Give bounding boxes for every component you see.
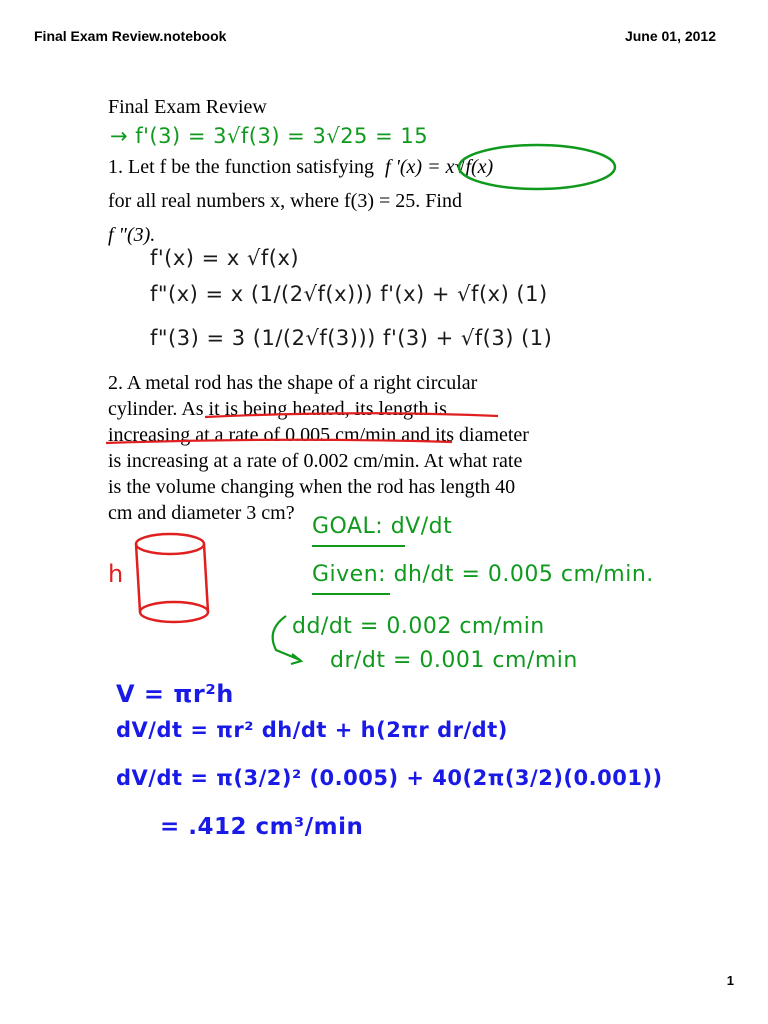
green-dr-dt: dr/dt = 0.001 cm/min (330, 648, 578, 673)
page-date: June 01, 2012 (624, 28, 716, 44)
green-arrowhead (291, 654, 301, 664)
green-given: Given: dh/dt = 0.005 cm/min. (312, 562, 654, 587)
blue-volume-formula: V = πr²h (116, 680, 234, 708)
q1-line1 (108, 154, 493, 180)
blue-result: = .412 cm³/min (160, 814, 364, 840)
notebook-title: Final Exam Review.notebook (34, 28, 227, 44)
green-goal: GOAL: dV/dt (312, 514, 453, 539)
q2-line5: is the volume changing when the rod has length 40 (108, 476, 516, 498)
q2-line6: cm and diameter 3 cm? (108, 502, 295, 524)
q1-line1-text: 1. Let f be the function satisfying (108, 156, 375, 178)
red-cylinder-drawing (136, 534, 208, 622)
cylinder-height-label: h (108, 560, 124, 588)
blue-derivative: dV/dt = πr² dh/dt + h(2πr dr/dt) (116, 718, 508, 742)
black-work-line1: f'(x) = x √f(x) (150, 246, 300, 270)
q2-line4: is increasing at a rate of 0.002 cm/min. At what rate (108, 450, 523, 472)
page-number: 1 (726, 973, 734, 988)
q2-line1: 2. A metal rod has the shape of a right circular (108, 372, 478, 394)
q1-formula: f '(x) = x√f(x) (385, 156, 494, 178)
q2-line3: increasing at a rate of 0.005 cm/min and its diameter (108, 424, 529, 446)
black-work-line2: f"(x) = x (1/(2√f(x))) f'(x) + √f(x) (1) (150, 282, 548, 306)
black-work-line3: f"(3) = 3 (1/(2√f(3))) f'(3) + √f(3) (1) (150, 326, 553, 350)
blue-substitution: dV/dt = π(3/2)² (0.005) + 40(2π(3/2)(0.001)) (116, 766, 663, 790)
document-title: Final Exam Review (108, 96, 267, 118)
q2-line2: cylinder. As it is being heated, its length is (108, 398, 447, 420)
q1-line3: f "(3). (108, 224, 156, 246)
green-annotation-fprime3: → f'(3) = 3√f(3) = 3√25 = 15 (110, 124, 429, 148)
green-dd-dt: dd/dt = 0.002 cm/min (292, 614, 545, 639)
q1-line2: for all real numbers x, where f(3) = 25. Find (108, 190, 462, 212)
